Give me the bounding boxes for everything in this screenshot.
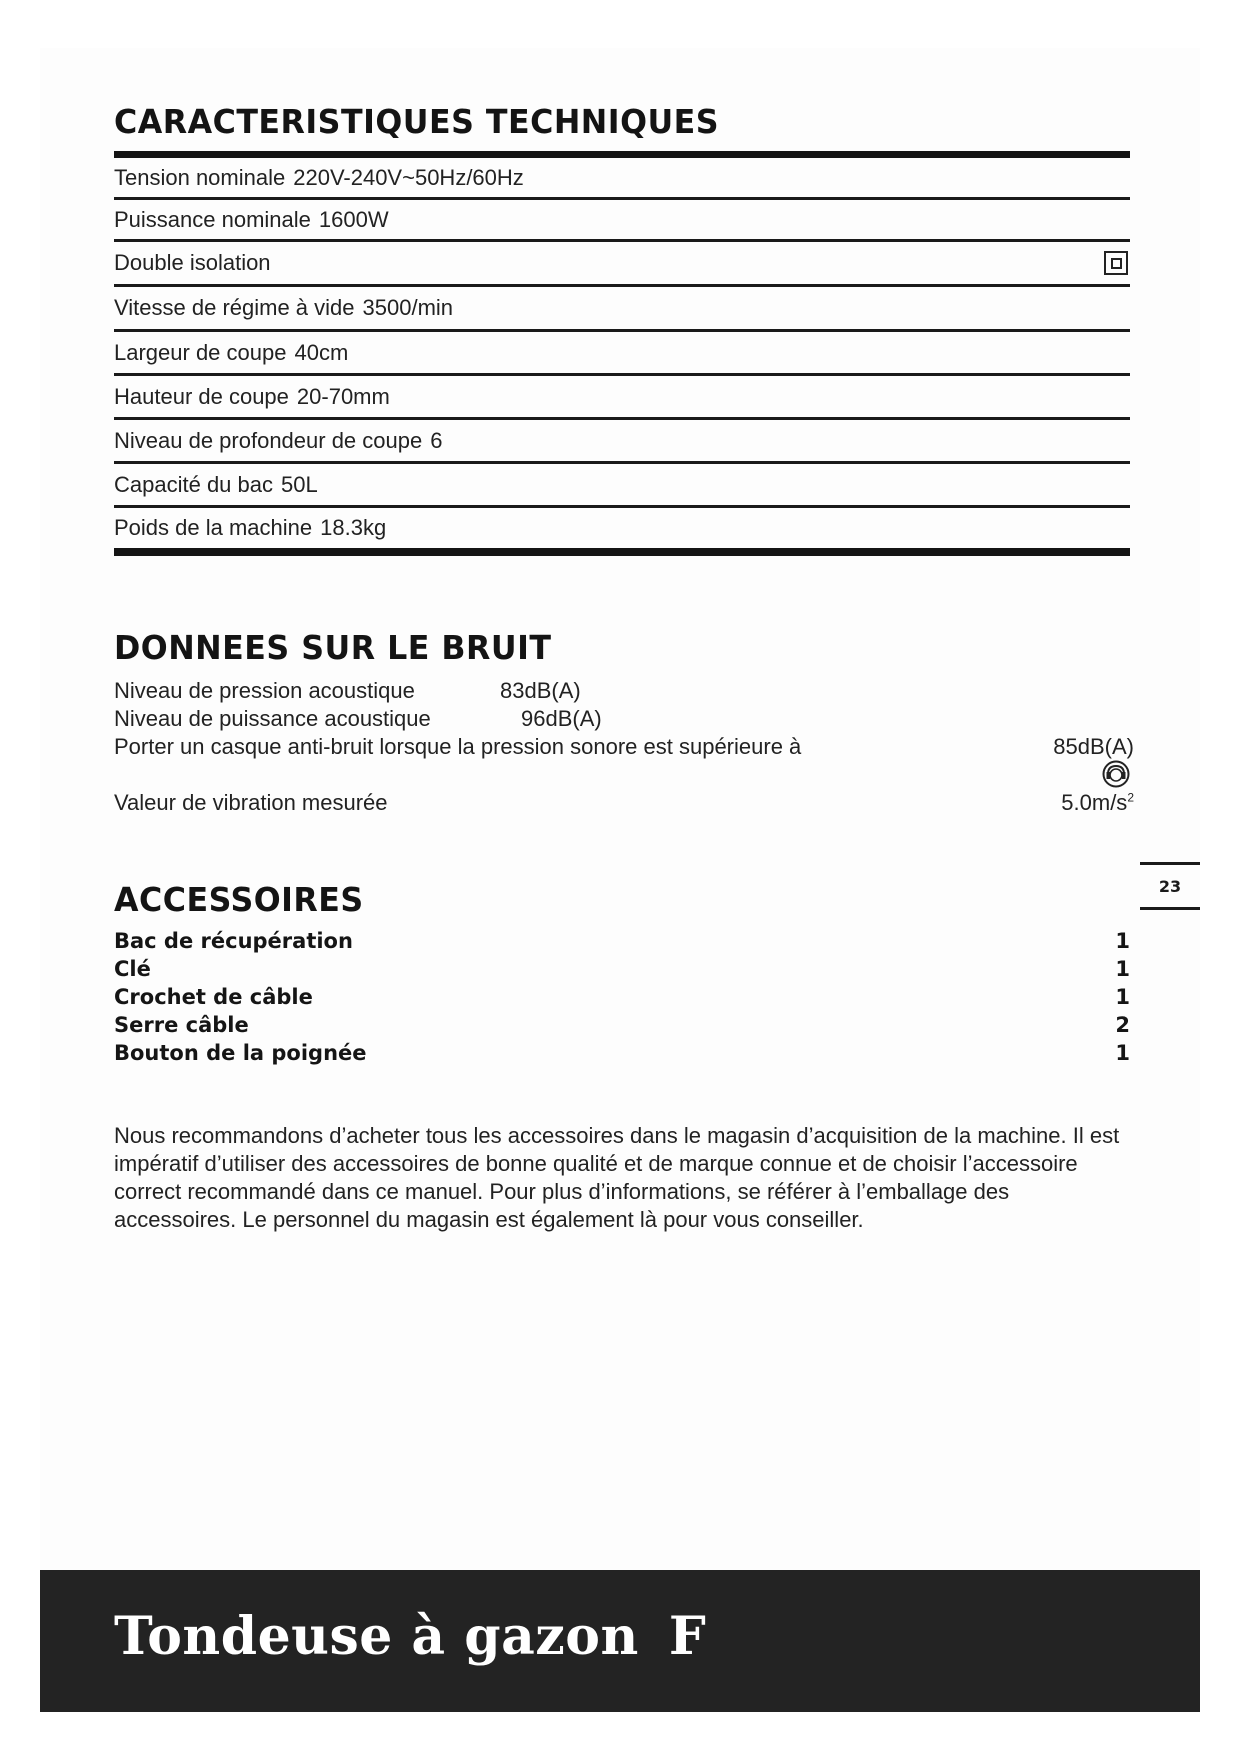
accessory-name: Clé <box>114 957 151 981</box>
accessory-item <box>114 985 1130 1009</box>
spec-value: 20-70mm <box>296 383 390 409</box>
spec-value: 40cm <box>294 339 349 365</box>
spec-value: 3500/min <box>362 295 454 320</box>
accessory-item <box>114 1041 1130 1065</box>
spec-value: 1600W <box>318 206 389 232</box>
vibration-unit-superscript: 2 <box>1127 790 1134 805</box>
spec-label: Double isolation <box>114 250 271 275</box>
spec-label: Niveau de profondeur de coupe <box>114 427 423 453</box>
spec-value: 220V-240V~50Hz/60Hz <box>293 164 524 190</box>
spec-row <box>114 287 1130 332</box>
language-code: F <box>668 1606 707 1667</box>
spec-label: Hauteur de coupe <box>114 383 289 409</box>
sound-pressure-value: 83dB(A) <box>500 678 581 703</box>
spec-row <box>114 464 1130 508</box>
footer-banner <box>40 1570 1200 1712</box>
specs-title: CARACTERISTIQUES TECHNIQUES <box>114 102 720 141</box>
specs-top-rule <box>114 151 1130 158</box>
accessory-qty: 1 <box>1115 957 1130 981</box>
spec-value: 50L <box>281 471 318 497</box>
spec-label: Puissance nominale <box>114 206 311 232</box>
double-insulation-icon <box>1104 251 1128 275</box>
accessories-recommendation-text: Nous recommandons d’acheter tous les accessoires dans le magasin d’acquisition de la machine. Il est impératif d’utiliser des accessoires de bonne qualité et de marque connue et de choisir l’accessoire correct recommandé dans ce manuel. Pour plus d’informations, se référer à l’emballage des accessoires. Le personnel du magasin est également là pour vous conseiller. <box>114 1123 1120 1232</box>
spec-row <box>114 200 1130 242</box>
accessory-name: Crochet de câble <box>114 985 313 1009</box>
ear-protection-value: 85dB(A) <box>1053 734 1134 759</box>
vibration-label: Valeur de vibration mesurée <box>114 790 388 815</box>
sound-power-label: Niveau de puissance acoustique <box>114 706 431 731</box>
accessory-item <box>114 957 1130 981</box>
accessory-qty: 1 <box>1115 1041 1130 1065</box>
spec-row <box>114 420 1130 464</box>
spec-label: Tension nominale <box>114 164 286 190</box>
product-name: Tondeuse à gazon <box>114 1606 639 1667</box>
spec-row <box>114 332 1130 376</box>
ear-protection-icon <box>1102 760 1130 788</box>
accessory-qty: 2 <box>1115 1013 1130 1037</box>
spec-label: Poids de la machine <box>114 515 313 540</box>
accessory-name: Bac de récupération <box>114 929 353 953</box>
page-number: 23 <box>1140 862 1200 910</box>
sound-pressure-label: Niveau de pression acoustique <box>114 678 415 703</box>
spec-row <box>114 242 1130 287</box>
spec-row <box>114 158 1130 200</box>
vibration-value-text: 5.0m/s <box>1061 790 1128 815</box>
accessories-title: ACCESSOIRES <box>114 880 364 919</box>
ear-protection-text: Porter un casque anti-bruit lorsque la pression sonore est supérieure à <box>114 734 802 759</box>
accessory-item <box>114 929 1130 953</box>
accessory-qty: 1 <box>1115 929 1130 953</box>
accessory-name: Serre câble <box>114 1013 249 1037</box>
spec-label: Largeur de coupe <box>114 339 287 365</box>
noise-title: DONNEES SUR LE BRUIT <box>114 628 552 667</box>
sound-power-value: 96dB(A) <box>521 706 602 731</box>
spec-value: 18.3kg <box>320 515 387 540</box>
accessory-qty: 1 <box>1115 985 1130 1009</box>
spec-row <box>114 376 1130 420</box>
spec-row <box>114 508 1130 556</box>
specs-table <box>114 158 1130 556</box>
footer-title <box>114 1606 706 1667</box>
accessory-item <box>114 1013 1130 1037</box>
accessory-name: Bouton de la poignée <box>114 1041 367 1065</box>
spec-label: Vitesse de régime à vide <box>114 295 355 320</box>
vibration-value <box>1061 790 1134 816</box>
spec-label: Capacité du bac <box>114 471 273 497</box>
spec-value: 6 <box>430 427 443 453</box>
